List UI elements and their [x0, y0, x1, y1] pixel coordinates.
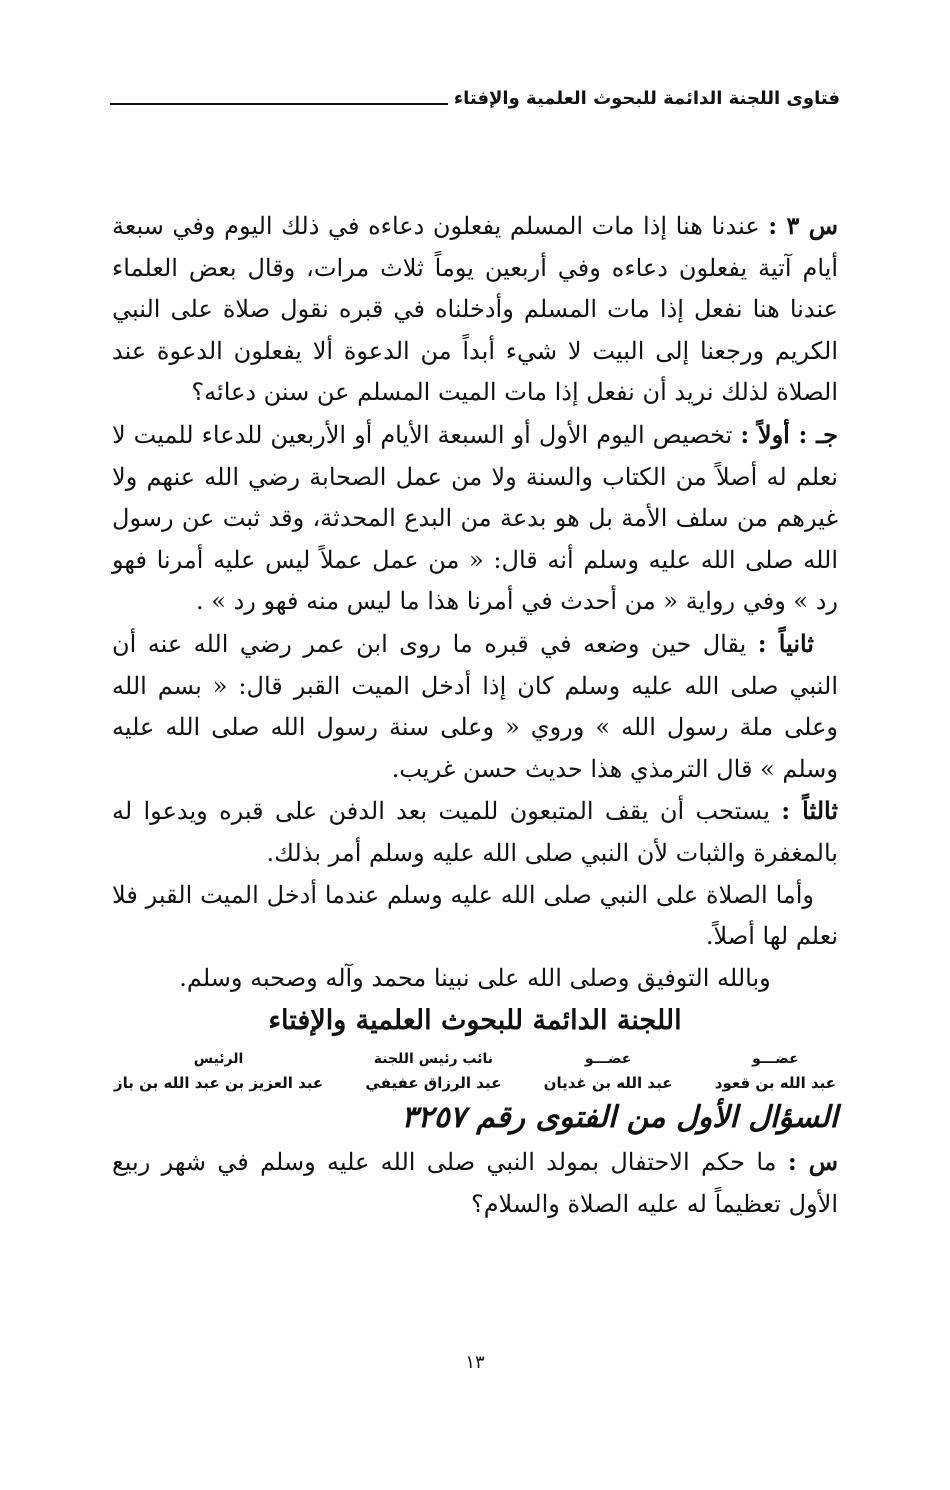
signature-name: عبد الله بن غديان	[543, 1074, 673, 1093]
answer-fourth-paragraph: وأما الصلاة على النبي صلى الله عليه وسلم عندما أدخل الميت القبر فلا نعلم لها أصلاً.	[112, 880, 838, 951]
signature-name: عبد الله بن قعود	[714, 1074, 836, 1093]
signature-president	[114, 1047, 323, 1095]
fatwa-question-text: ما حكم الاحتفال بمولد النبي صلى الله عليه وسلم في شهر ربيع الأول تعظيماً له عليه الصلاة والسلام؟	[112, 1148, 838, 1218]
header-title: فتاوى اللجنة الدائمة للبحوث العلمية والإفتاء	[453, 88, 840, 109]
main-text	[112, 205, 838, 1225]
signature-title: نائب رئيس اللجنة	[373, 1051, 493, 1068]
signature-name: عبد الرزاق عفيفي	[365, 1074, 502, 1093]
running-header	[110, 88, 840, 109]
answer-second-paragraph	[112, 623, 838, 790]
question-text: عندنا هنا إذا مات المسلم يفعلون دعاءه في ذلك اليوم وفي سبعة أيام آتية يفعلون دعاءه وفي أربعين يوماً ثلاث مرات، وقال بعض العلماء عندنا هنا نفعل إذا مات المسلم وأدخلناه في قبره نقول صلاة على النبي الكريم ورجعنا إلى البيت لا شيء أبداً من الدعوة ألا يفعلون الدعوة عند الصلاة لذلك نريد أن نفعل إذا مات الميت المسلم عن سنن دعائه؟	[112, 212, 838, 407]
answer-third-label: ثالثاً :	[781, 796, 839, 826]
answer-first-text: تخصيص اليوم الأول أو السبعة الأيام أو الأربعين للدعاء للميت لا نعلم له أصلاً من الكتاب والسنة ولا من عمل الصحابة رضي الله عنهم ولا غيرهم من سلف الأمة بل هو بدعة من البدع المحدثة، وقد ثبت عن رسول الله صلى الله عليه وسلم أنه قال: « من عمل عملاً ليس عليه أمرنا فهو رد » وفي رواية « من أحدث في أمرنا هذا ما ليس منه فهو رد » .	[112, 420, 838, 616]
question-paragraph	[112, 205, 838, 414]
answer-second-label: ثانياً :	[757, 628, 814, 658]
closing-prayer: وبالله التوفيق وصلى الله على نبينا محمد وآله وصحبه وسلم.	[179, 963, 771, 992]
answer-third-text: يستحب أن يقف المتبعون للميت بعد الدفن على قبره ويدعوا له بالمغفرة والثبات لأن النبي صلى الله عليه وسلم أمر بذلك.	[112, 797, 838, 867]
signature-member-1	[715, 1047, 836, 1095]
signature-block	[112, 1047, 838, 1095]
signature-member-2	[544, 1047, 673, 1095]
answer-second-text: يقال حين وضعه في قبره ما روى ابن عمر رضي الله عنه أن النبي صلى الله عليه وسلم كان إذا أدخل الميت القبر قال: « بسم الله وعلى ملة رسول الله » وروي « وعلى سنة رسول الله صلى الله عليه وسلم » قال الترمذي هذا حديث حسن غريب.	[112, 629, 838, 783]
signature-title: عضـــو	[584, 1051, 632, 1068]
signature-name: عبد العزيز بن عبد الله بن باز	[114, 1074, 324, 1093]
signature-title: عضـــو	[752, 1051, 799, 1068]
fatwa-heading: السؤال الأول من الفتوى رقم ٣٢٥٧	[401, 1100, 838, 1136]
signature-title: الرئيس	[193, 1051, 244, 1068]
answer-first-label: جـ : أولاً :	[740, 419, 838, 449]
answer-first-paragraph	[112, 414, 838, 623]
answer-third-paragraph	[112, 790, 838, 874]
header-rule	[110, 103, 448, 105]
committee-name: اللجنة الدائمة للبحوث العلمية والإفتاء	[268, 1005, 682, 1037]
fatwa-question-paragraph	[112, 1141, 838, 1225]
question-label: س ٣ :	[768, 211, 838, 240]
signature-deputy	[365, 1047, 501, 1095]
fatwa-question-label: س :	[787, 1147, 838, 1177]
page-number: ١٣	[465, 1352, 485, 1373]
